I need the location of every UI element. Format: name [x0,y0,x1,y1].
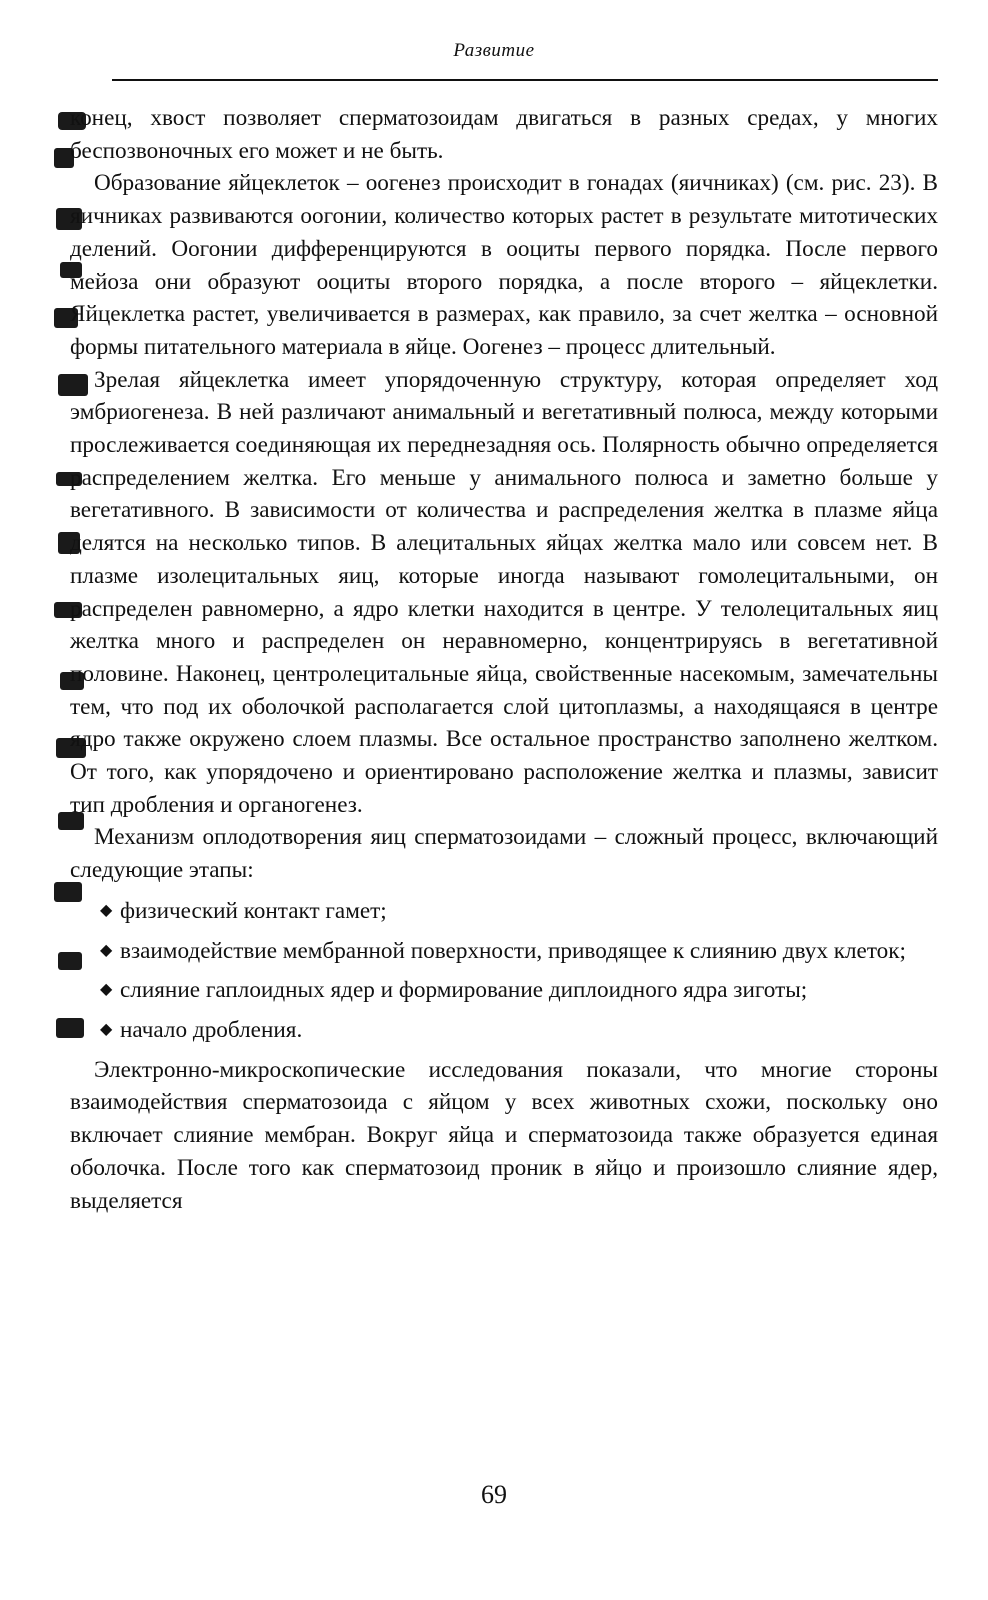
list-item-text: слияние гаплоидных ядер и формирование диплоидного ядра зиготы; [120,977,808,1004]
paragraph-1: конец, хвост позволяет сперматозоидам двигаться в разных средах, у многих беспозвоночных его может и не быть. [70,105,938,164]
list-item-text: начало дробления. [120,1016,303,1043]
list-item [90,974,938,1007]
header-rule [112,79,938,81]
diamond-bullet-icon: ◆ [100,981,113,999]
list-item-text: физический контакт гамет; [120,897,387,924]
paragraph-2: Образование яйцеклеток – оогенез происходит в гонадах (яичниках) (см. рис. 23). В яичниках развиваются оогонии, количество которых растет в результате митотических делений. Оогонии дифференцируются в ооциты первого порядка. После первого мейоза они образуют ооциты второго порядка, а после второго – яйцеклетки. Яйцеклетка растет, увеличивается в размерах, как правило, за счет желтка – основной формы питательного материала в яйце. Оогенез – процесс длительный. [70,170,938,360]
paragraph-3: Зрелая яйцеклетка имеет упорядоченную структуру, которая определяет ход эмбриогенеза. В ней различают анимальный и вегетативный полюса, между которыми прослеживается соединяющая их переднезадняя ось. Полярность обычно определяется распределением желтка. Его меньше у анимального полюса и заметно больше у вегетативного. В зависимости от количества и распределения желтка в плазме яйца делятся на несколько типов. В алецитальных яйцах желтка мало или совсем нет. В плазме изолецитальных яиц, которые иногда называют гомолецитальными, он распределен равномерно, а ядро клетки находится в центре. У телолецитальных яиц желтка много и распределен он неравномерно, концентрируясь в вегетативной половине. Наконец, центролецитальные яйца, свойственные насекомым, замечательны тем, что под их оболочкой располагается слой цитоплазмы, а находящаяся в центре ядро также окружено слоем плазмы. Все остальное пространство заполнено желтком. От того, как упорядочено и ориентировано расположение желтка и плазмы, зависит тип дробления и органогенез. [70,366,938,818]
diamond-bullet-icon: ◆ [100,901,113,919]
diamond-bullet-icon: ◆ [100,941,113,959]
paragraph-5: Электронно-микроскопические исследования показали, что многие стороны взаимодействия сперматозоида с яйцом у всех животных схожи, поскольку оно включает слияние мембран. Вокруг яйца и сперматозоида также образуется единая оболочка. После того как сперматозоид проник в яйцо и произошло слияние ядер, выделяется [70,1056,938,1214]
list-item-text: взаимодействие мембранной поверхности, приводящее к слиянию двух клеток; [120,937,906,964]
main-text [70,102,938,1217]
list-item [90,1014,938,1047]
page-number: 69 [481,1480,507,1509]
paragraph-4: Механизм оплодотворения яиц сперматозоидами – сложный процесс, включающий следующие этапы: [70,824,938,884]
list-item [90,935,938,968]
stage-list [70,895,938,1047]
list-item [90,895,938,928]
diamond-bullet-icon: ◆ [100,1020,113,1038]
running-title: Развитие [453,40,535,61]
